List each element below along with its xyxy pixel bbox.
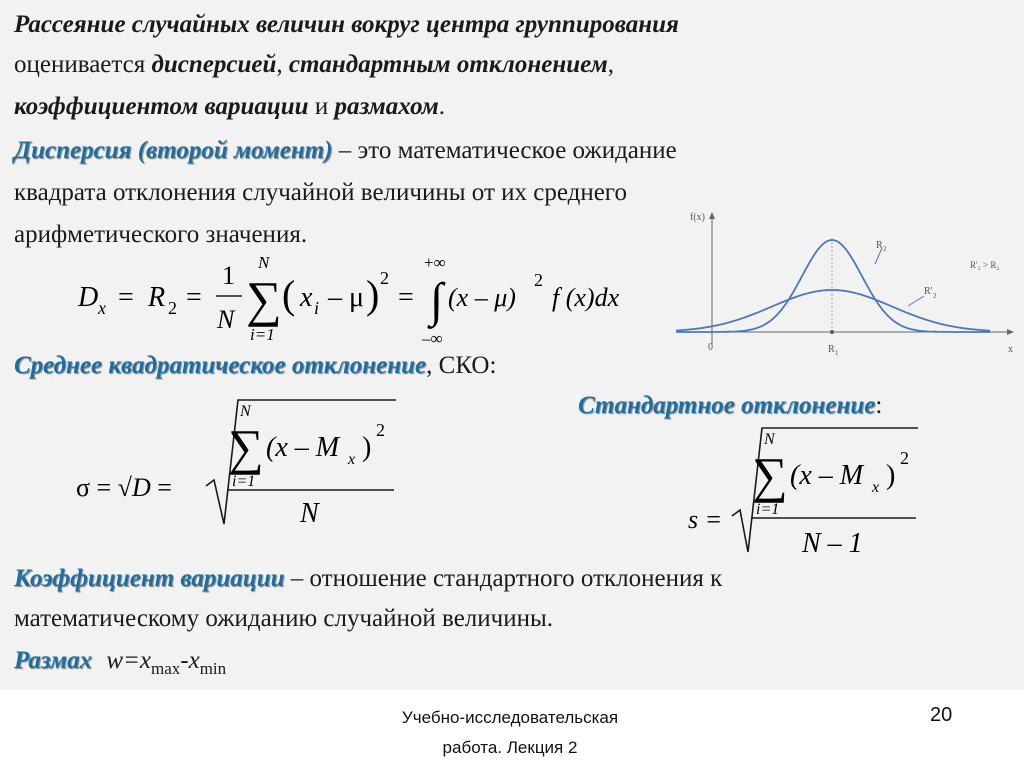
f-minus-mu: – μ bbox=[328, 282, 365, 313]
dispersion-term: Дисперсия (второй момент) bbox=[14, 137, 333, 164]
curve-r2 bbox=[676, 240, 990, 332]
range-max: max bbox=[150, 659, 181, 678]
intro-comma2: , bbox=[607, 51, 614, 78]
f-integrand: (x – μ) bbox=[448, 283, 516, 312]
f-N-top: N bbox=[258, 253, 270, 272]
f-eq3: = bbox=[398, 282, 414, 313]
sigma-sum: ∑ bbox=[228, 419, 264, 475]
intro-std: стандартным отклонением bbox=[288, 51, 608, 78]
variation-def-1: – отношение стандартного отклонения к bbox=[284, 565, 723, 592]
f-i-sub: i bbox=[314, 298, 320, 318]
f-integral: ∫ bbox=[430, 274, 444, 327]
curve-r2p-sub: 2 bbox=[933, 292, 937, 300]
curve-r2-label: R bbox=[876, 240, 883, 251]
dispersion-formula bbox=[70, 248, 670, 348]
sigma-formula bbox=[72, 392, 412, 542]
sigma-lhs: σ = √D = bbox=[76, 473, 172, 502]
f-minus-inf: –∞ bbox=[422, 329, 443, 348]
intro-line-1: Рассеяние случайных величин вокруг центра группирования bbox=[14, 11, 679, 38]
footer-line-2: работа. Лекция 2 bbox=[442, 738, 578, 757]
footer-line-1: Учебно-исследовательская bbox=[401, 708, 619, 727]
f-D: D bbox=[78, 282, 99, 313]
range-w: w bbox=[106, 647, 124, 674]
range-minus: -x bbox=[180, 647, 200, 674]
range-line bbox=[14, 642, 226, 688]
dispersion-line-2: квадрата отклонения случайной величины от их среднего bbox=[14, 179, 627, 206]
sigma-sq: 2 bbox=[376, 420, 385, 440]
s-sum: ∑ bbox=[752, 447, 788, 503]
sko-line bbox=[14, 347, 496, 385]
f-sq: 2 bbox=[380, 268, 389, 288]
range-formula bbox=[106, 647, 227, 678]
s-close: ) bbox=[886, 460, 896, 491]
dispersion-def-1: – это математическое ожидание bbox=[332, 137, 677, 164]
page-number: 20 bbox=[930, 704, 953, 726]
range-min: min bbox=[199, 659, 227, 678]
range-term: Размах bbox=[14, 647, 93, 674]
graph-r1-sub: 1 bbox=[835, 349, 839, 357]
range-eq: =x bbox=[123, 647, 151, 674]
f-x-sub: x bbox=[98, 298, 106, 318]
variation-line-2: математическому ожиданию случайной величины. bbox=[14, 605, 554, 632]
footer-caption bbox=[360, 703, 660, 763]
f-i1: i=1 bbox=[250, 325, 275, 344]
s-sq: 2 bbox=[900, 448, 909, 468]
intro-comma: , bbox=[276, 51, 289, 78]
f-paren-open: ( bbox=[282, 272, 296, 317]
intro-dispersion: дисперсией bbox=[151, 51, 277, 78]
f-plus-inf: +∞ bbox=[424, 253, 446, 272]
curve-r2p-label: R' bbox=[924, 286, 933, 297]
s-formula bbox=[684, 420, 1014, 560]
graph-x-arrow bbox=[1007, 329, 1014, 335]
std-term: Стандартное отклонение bbox=[578, 392, 876, 419]
f-sq2: 2 bbox=[534, 270, 543, 290]
f-eq1: = bbox=[118, 282, 134, 313]
graph-y-label: f(x) bbox=[690, 212, 705, 223]
intro-text: оценивается bbox=[14, 51, 152, 78]
sko-tail: , СКО: bbox=[426, 352, 497, 379]
intro-line-2 bbox=[14, 46, 614, 84]
intro-line-3 bbox=[14, 88, 445, 126]
sigma-den: N bbox=[300, 498, 319, 529]
f-N-den: N bbox=[217, 305, 235, 334]
variation-term: Коэффициент вариации bbox=[14, 565, 285, 592]
intro-and: и bbox=[308, 93, 335, 120]
sigma-x-sub: x bbox=[348, 451, 356, 468]
variation-line-1 bbox=[14, 560, 722, 598]
f-R: R bbox=[148, 282, 166, 313]
dispersion-line-1 bbox=[14, 132, 677, 170]
distribution-graph bbox=[672, 206, 1022, 362]
sigma-N-top: N bbox=[240, 403, 251, 420]
curve-r2-prime bbox=[676, 290, 990, 331]
std-tail: : bbox=[875, 392, 883, 419]
f-eq2: = bbox=[186, 282, 202, 313]
graph-r1-label: R bbox=[828, 344, 835, 355]
s-i1: i=1 bbox=[756, 501, 780, 518]
s-N-top: N bbox=[764, 431, 775, 448]
sko-term: Среднее квадратическое отклонение bbox=[14, 352, 427, 379]
f-fx-dx: f (x)dx bbox=[552, 283, 620, 312]
curve-r2-sub: 2 bbox=[883, 245, 887, 253]
s-den: N – 1 bbox=[802, 528, 863, 559]
f-paren-close: ) bbox=[366, 272, 380, 317]
intro-variation: коэффициентом вариации bbox=[14, 93, 309, 120]
s-body: (x – M bbox=[790, 460, 864, 491]
dispersion-line-3: арифметического значения. bbox=[14, 221, 308, 248]
f-xi: x bbox=[300, 282, 313, 313]
graph-center-point bbox=[830, 330, 834, 334]
f-two-sub: 2 bbox=[168, 298, 177, 318]
graph-relation: R'₂ > R₂ bbox=[970, 260, 1000, 270]
s-lhs: s = bbox=[688, 505, 723, 534]
graph-x-label: x bbox=[1008, 344, 1013, 355]
f-one: 1 bbox=[222, 261, 235, 290]
s-x-sub: x bbox=[872, 479, 880, 496]
f-sigma: ∑ bbox=[246, 271, 282, 327]
graph-origin: 0 bbox=[708, 342, 713, 353]
graph-y-arrow bbox=[709, 212, 715, 219]
sigma-i1: i=1 bbox=[232, 473, 256, 490]
curve-r2p-pointer bbox=[908, 296, 924, 306]
sigma-close: ) bbox=[362, 432, 372, 463]
intro-period: . bbox=[438, 93, 446, 120]
sigma-body: (x – M bbox=[266, 432, 340, 463]
intro-range: размахом bbox=[334, 93, 439, 120]
